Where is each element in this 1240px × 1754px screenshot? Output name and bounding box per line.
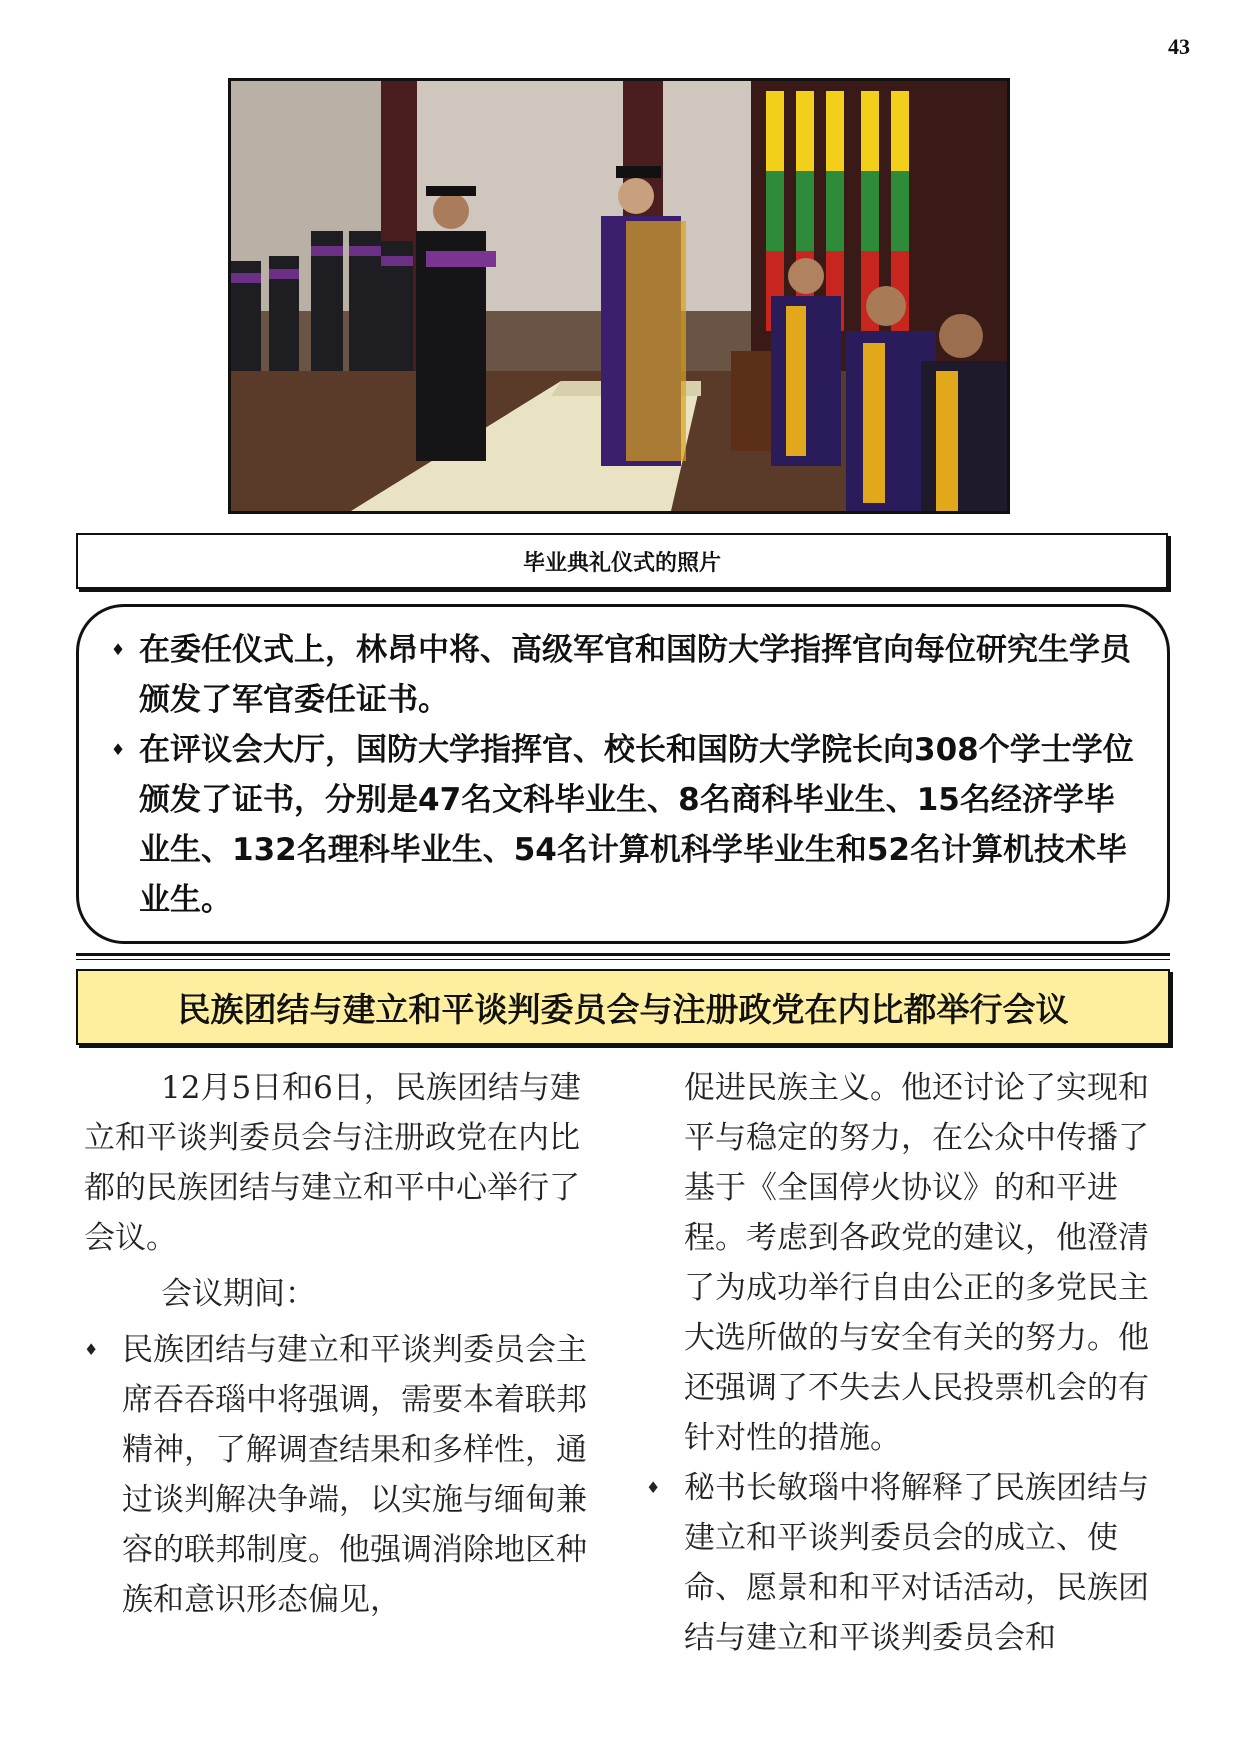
summary-item-text: 在委任仪式上，林昂中将、高级军官和国防大学指挥官向每位研究生学员颁发了军官委任证书。 (139, 632, 1131, 718)
list-item-text: 秘书长敏瑙中将解释了民族团结与建立和平谈判委员会的成立、使命、愿景和和平对话活动，民族团结与建立和平谈判委员会和 (684, 1470, 1149, 1656)
section-divider-thin (76, 959, 1170, 960)
summary-item-text: 在评议会大厅，国防大学指挥官、校长和国防大学院长向308个学士学位颁发了证书，分别是47名文科毕业生、8名商科毕业生、15名经济学毕业生、132名理科毕业生、54名计算机科学毕业生和52名计算机技术毕业生。 (139, 732, 1134, 918)
list-item (84, 1325, 606, 1625)
subheading: 会议期间： (161, 1276, 316, 1312)
diamond-bullet-icon: ♦ (110, 640, 126, 659)
intro-paragraph: 12月5日和6日，民族团结与建立和平谈判委员会与注册政党在内比都的民族团结与建立和平中心举行了会议。 (84, 1070, 581, 1256)
page-number: 43 (1168, 34, 1190, 59)
summary-box (76, 604, 1170, 944)
diamond-bullet-icon: ♦ (646, 1478, 661, 1497)
list-item (646, 1463, 1168, 1663)
section-title: 民族团结与建立和平谈判委员会与注册政党在内比都举行会议 (76, 969, 1170, 1045)
diamond-bullet-icon: ♦ (110, 740, 126, 759)
diamond-bullet-icon: ♦ (84, 1340, 99, 1359)
continuation-paragraph: 促进民族主义。他还讨论了实现和平与稳定的努力，在公众中传播了基于《全国停火协议》的和平进程。考虑到各政党的建议，他澄清了为成功举行自由公正的多党民主大选所做的与安全有关的努力。他还强调了不失去人民投票机会的有针对性的措施。 (684, 1070, 1149, 1456)
graduation-ceremony-photo (228, 78, 1010, 514)
list-item-text: 民族团结与建立和平谈判委员会主席吞吞瑙中将强调，需要本着联邦精神，了解调查结果和多样性，通过谈判解决争端，以实施与缅甸兼容的联邦制度。他强调消除地区种族和意识形态偏见， (122, 1332, 587, 1618)
left-column (84, 1063, 606, 1625)
ceremony-photo-illustration (231, 81, 1007, 511)
photo-caption: 毕业典礼仪式的照片 (76, 533, 1168, 589)
right-column (646, 1063, 1168, 1663)
summary-item (97, 625, 1141, 725)
summary-item (97, 725, 1141, 925)
section-divider (76, 953, 1170, 956)
